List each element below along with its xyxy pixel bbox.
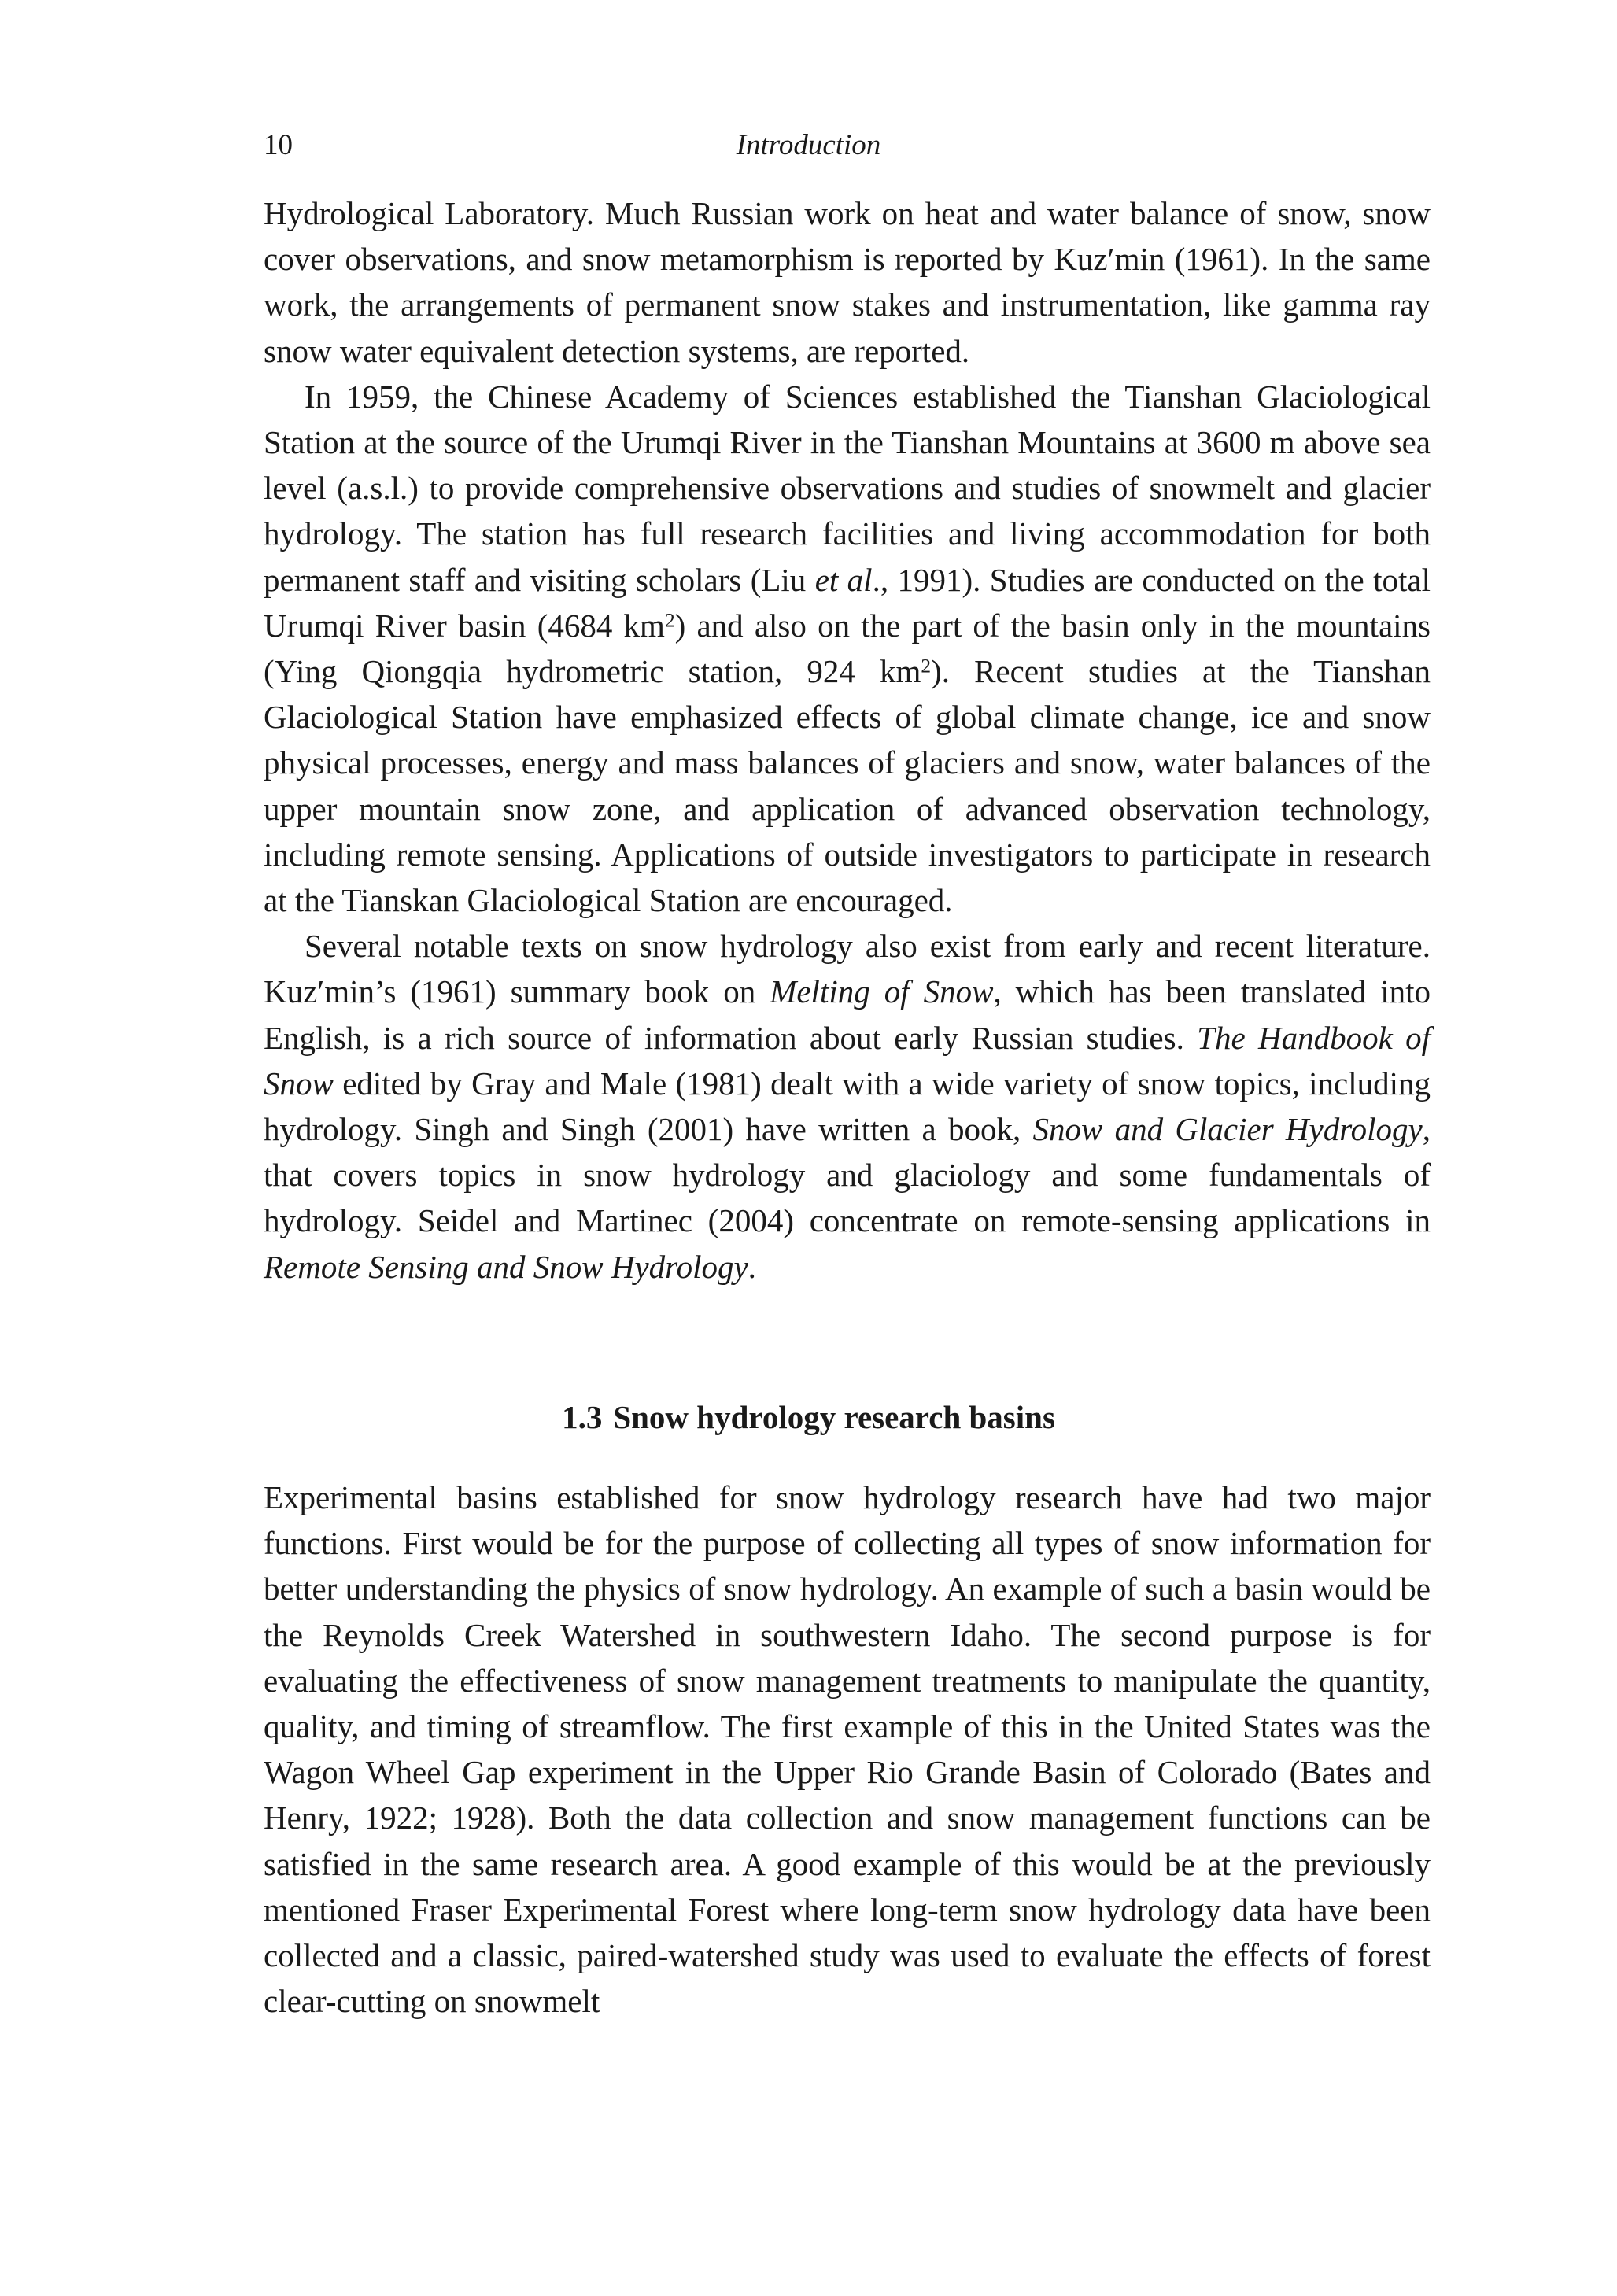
paragraph-3-text-4: , that covers topics in snow hydrology and glaciology and some fundamentals of hydrology. Seidel and Martinec (2004) concentrate on remote-sensing applications in — [264, 1111, 1431, 1239]
section-number: 1.3 — [562, 1399, 603, 1435]
paragraph-3 — [264, 923, 1431, 1290]
paragraph-4: Experimental basins established for snow hydrology research have had two major functions. First would be for the purpose of collecting all types of snow information for better understanding the physics of snow hydrology. An example of such a basin would be the Reynolds Creek Watershed in southwestern Idaho. The second purpose is for evaluating the effectiveness of snow management treatments to manipulate the quantity, quality, and timing of streamflow. The first example of this in the United States was the Wagon Wheel Gap experiment in the Upper Rio Grande Basin of Colorado (Bates and Henry, 1922; 1928). Both the data collection and snow management functions can be satisfied in the same research area. A good example of this would be at the previously mentioned Fraser Experimental Forest where long-term snow hydrology data have been collected and a classic, paired-watershed study was used to evaluate the effects of forest clear-cutting on snowmelt — [264, 1479, 1431, 2020]
paragraph-2-text-3: ) and also on the part of the basin only in the mountains (Ying Qiongqia hydrometric station, 924 km — [264, 607, 1431, 690]
paragraph-2-et-al: et al — [814, 561, 873, 598]
paragraph-3-text-2: , which has been translated into English, is a rich source of information about early Russian studies. — [264, 973, 1431, 1056]
book-title-remote-sensing: Remote Sensing and Snow Hydrology — [264, 1248, 748, 1285]
book-title-snow-glacier-hydrology: Snow and Glacier Hydrology — [1032, 1111, 1423, 1148]
paragraph-2-text-4: ). Recent studies at the Tianshan Glaciological Station have emphasized effects of global climate change, ice and snow physical processes, energy and mass balances of glaciers and snow, water balances of the upper mountain snow zone, and application of advanced observation technology, including remote sensing. Applications of outside investigators to participate in research at the Tianskan Glaciological Station are encouraged. — [264, 653, 1431, 919]
superscript-2: 2 — [921, 655, 932, 677]
book-title-melting-of-snow: Melting of Snow — [770, 973, 994, 1010]
section-title: Snow hydrology research basins — [613, 1399, 1055, 1435]
paragraph-3-text-1: Several notable texts on snow hydrology also exist from early and recent literature. Kuz′min’s (1961) summary book on — [264, 928, 1431, 1010]
paragraph-2-text-1: In 1959, the Chinese Academy of Sciences established the Tianshan Glaciological Station at the source of the Urumqi River in the Tianshan Mountains at 3600 m above sea level (a.s.l.) to provide comprehensive observations and studies of snowmelt and glacier hydrology. The station has full research facilities and living accommodation for both permanent staff and visiting scholars (Liu — [264, 378, 1431, 598]
paragraph-3-text-5: . — [748, 1248, 756, 1285]
paragraph-1: Hydrological Laboratory. Much Russian work on heat and water balance of snow, snow cover observations, and snow metamorphism is reported by Kuz′min (1961). In the same work, the arrangements of permanent snow stakes and instrumentation, like gamma ray snow water equivalent detection systems, are reported. — [264, 195, 1431, 369]
book-title-handbook-of-snow: The Handbook of Snow — [264, 1019, 1431, 1102]
paragraph-3-text-3: edited by Gray and Male (1981) dealt with a wide variety of snow topics, including hydrology. Singh and Singh (2001) have written a book, — [264, 1065, 1431, 1148]
paragraph-2 — [264, 374, 1431, 923]
section-heading — [0, 1394, 1617, 1440]
paragraph-2-text-2: ., 1991). Studies are conducted on the total Urumqi River basin (4684 km — [264, 561, 1431, 644]
body-text-bottom — [264, 1475, 1431, 2024]
page-number: 10 — [264, 129, 293, 161]
running-header-title: Introduction — [736, 129, 881, 161]
body-text-top — [264, 190, 1431, 1290]
superscript-1: 2 — [664, 609, 675, 632]
